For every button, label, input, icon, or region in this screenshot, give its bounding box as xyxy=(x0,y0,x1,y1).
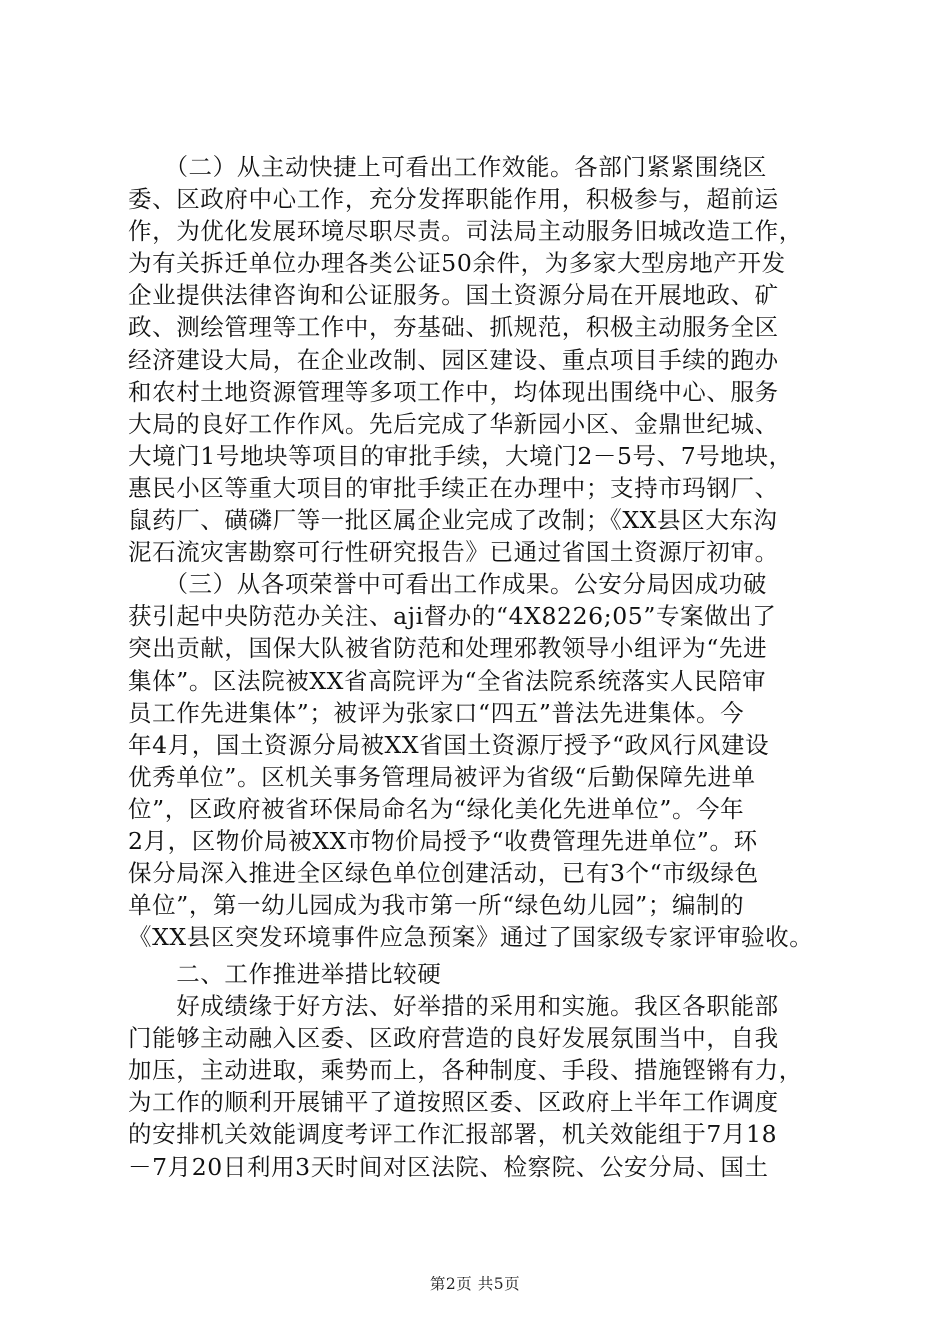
paragraph-line: （三）从各项荣誉中可看出工作成果。公安分局因成功破 xyxy=(128,570,767,599)
paragraph-line: －7月20日利用3天时间对区法院、检察院、公安分局、国土 xyxy=(128,1152,769,1181)
paragraph-line: 经济建设大局，在企业改制、园区建设、重点项目手续的跑办 xyxy=(128,345,779,374)
paragraph-line: 突出贡献，国保大队被省防范和处理邪教领导小组评为“先进 xyxy=(128,634,768,663)
paragraph-line: 企业提供法律咨询和公证服务。国土资源分局在开展地政、矿 xyxy=(128,281,779,310)
paragraph-line: 员工作先进集体”；被评为张家口“四五”普法先进集体。今 xyxy=(128,698,745,727)
paragraph-line: 获引起中央防范办关注、aji督办的“4X8226;05”专案做出了 xyxy=(128,602,777,631)
paragraph-line: 加压，主动进取，乘势而上，各种制度、手段、措施铿锵有力， xyxy=(128,1056,803,1085)
paragraph-line: 单位”，第一幼儿园成为我市第一所“绿色幼儿园”；编制的 xyxy=(128,891,745,920)
paragraph-line: 为工作的顺利开展铺平了道按照区委、区政府上半年工作调度 xyxy=(128,1088,779,1117)
paragraph-line: 惠民小区等重大项目的审批手续正在办理中；支持市玛钢厂、 xyxy=(128,473,779,502)
paragraph-line: 为有关拆迁单位办理各类公证50余件，为多家大型房地产开发 xyxy=(128,249,786,278)
paragraph-line: 鼠药厂、磺磷厂等一批区属企业完成了改制；《XX县区大东沟 xyxy=(128,506,778,535)
paragraph-line: 《XX县区突发环境事件应急预案》通过了国家级专家评审验收。 xyxy=(128,923,814,952)
paragraph-line: （二）从主动快捷上可看出工作效能。各部门紧紧围绕区 xyxy=(128,153,767,181)
paragraph-line: 作，为优化发展环境尽职尽责。司法局主动服务旧城改造工作， xyxy=(128,217,803,246)
paragraph-line: 年4月，国土资源分局被XX省国土资源厅授予“政风行风建设 xyxy=(128,730,770,759)
section-achievements xyxy=(128,151,828,953)
section-measures xyxy=(128,958,828,1183)
paragraph-line: 泥石流灾害勘察可行性研究报告》已通过省国土资源厅初审。 xyxy=(128,538,779,567)
paragraph-line: 好成绩缘于好方法、好举措的采用和实施。我区各职能部 xyxy=(128,992,779,1021)
paragraph-line: 的安排机关效能调度考评工作汇报部署，机关效能组于7月18 xyxy=(128,1120,778,1149)
paragraph-line: 和农村土地资源管理等多项工作中，均体现出围绕中心、服务 xyxy=(128,377,779,406)
paragraph-line: 二、工作推进举措比较硬 xyxy=(128,960,442,988)
paragraph-line: 优秀单位”。区机关事务管理局被评为省级“后勤保障先进单 xyxy=(128,762,756,791)
paragraph-line: 集体”。区法院被XX省高院评为“全省法院系统落实人民陪审 xyxy=(128,666,767,695)
page-footer: 第2页 共5页 xyxy=(429,1275,521,1293)
paragraph-line: 保分局深入推进全区绿色单位创建活动，已有3个“市级绿色 xyxy=(128,859,759,888)
paragraph-line: 门能够主动融入区委、区政府营造的良好发展氛围当中，自我 xyxy=(128,1024,779,1053)
paragraph-line: 大局的良好工作作风。先后完成了华新园小区、金鼎世纪城、 xyxy=(128,409,779,438)
paragraph-line: 委、区政府中心工作，充分发挥职能作用，积极参与，超前运 xyxy=(128,185,779,214)
paragraph-line: 政、测绘管理等工作中，夯基础、抓规范，积极主动服务全区 xyxy=(128,313,779,342)
paragraph-line: 大境门1号地块等项目的审批手续，大境门2－5号、7号地块， xyxy=(128,441,793,470)
paragraph-line: 位”，区政府被省环保局命名为“绿化美化先进单位”。今年 xyxy=(128,794,745,823)
paragraph-line: 2月，区物价局被XX市物价局授予“收费管理先进单位”。环 xyxy=(128,826,758,855)
